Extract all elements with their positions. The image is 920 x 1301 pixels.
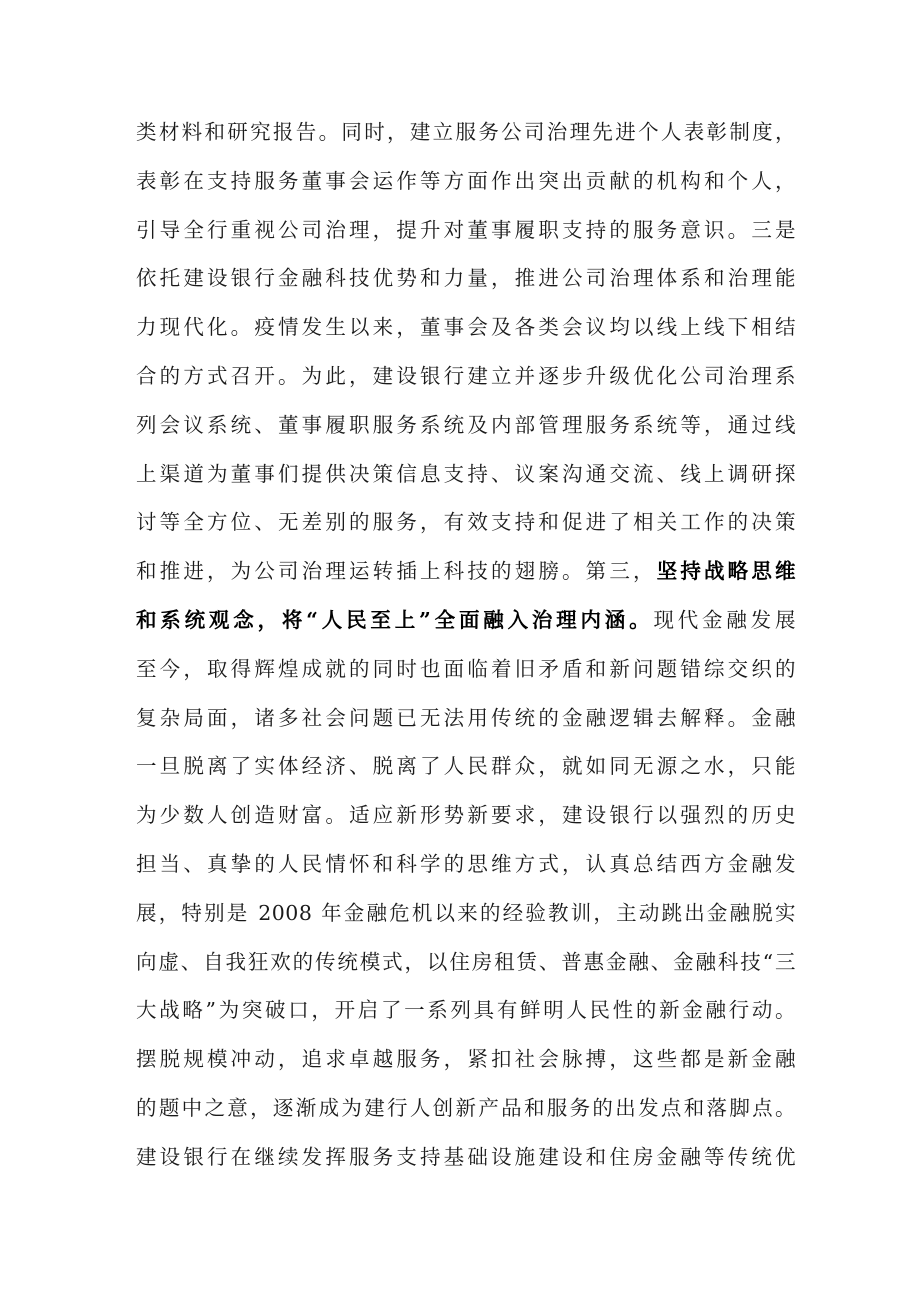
text-line: 建设银行在继续发挥服务支持基础设施建设和住房金融等传统优 <box>136 1144 796 1169</box>
text-line: 力现代化。疫情发生以来，董事会及各类会议均以线上线下相结 <box>136 315 796 340</box>
text-line: 摆脱规模冲动，追求卓越服务，紧扣社会脉搏，这些都是新金融 <box>136 1047 796 1072</box>
text-line: 类材料和研究报告。同时，建立服务公司治理先进个人表彰制度， <box>136 120 796 144</box>
text-line: 为少数人创造财富。适应新形势新要求，建设银行以强烈的历史 <box>136 803 796 828</box>
text-line: 展，特别是 2008 年金融危机以来的经验教训，主动跳出金融脱实 <box>136 900 796 925</box>
text-line: 表彰在支持服务董事会运作等方面作出突出贡献的机构和个人， <box>136 168 796 193</box>
bold-heading-text: 坚持战略思维 <box>656 559 797 584</box>
text-line: 大战略”为突破口，开启了一系列具有鲜明人民性的新金融行动。 <box>136 998 796 1023</box>
text-line: 列会议系统、董事履职服务系统及内部管理服务系统等，通过线 <box>136 412 796 437</box>
text-line: 讨等全方位、无差别的服务，有效支持和促进了相关工作的决策 <box>136 510 796 535</box>
body-text <box>136 108 796 1182</box>
text-line: 一旦脱离了实体经济、脱离了人民群众，就如同无源之水，只能 <box>136 754 796 779</box>
text-line: 担当、真挚的人民情怀和科学的思维方式，认真总结西方金融发 <box>136 851 796 876</box>
text-line: 和推进，为公司治理运转插上科技的翅膀。第三，坚持战略思维 <box>136 559 797 584</box>
text-line: 合的方式召开。为此，建设银行建立并逐步升级优化公司治理系 <box>136 363 796 388</box>
text-line: 依托建设银行金融科技优势和力量，推进公司治理体系和治理能 <box>136 266 796 291</box>
text-line: 上渠道为董事们提供决策信息支持、议案沟通交流、线上调研探 <box>136 461 796 486</box>
text-line: 至今，取得辉煌成就的同时也面临着旧矛盾和新问题错综交织的 <box>136 656 796 681</box>
text-line: 引导全行重视公司治理，提升对董事履职支持的服务意识。三是 <box>136 217 796 242</box>
text-line: 的题中之意，逐渐成为建行人创新产品和服务的出发点和落脚点。 <box>136 1095 796 1120</box>
text-line: 和系统观念，将“人民至上”全面融入治理内涵。现代金融发展 <box>136 607 796 632</box>
bold-heading-text: 和系统观念，将“人民至上”全面融入治理内涵。 <box>136 607 654 632</box>
text-line: 向虚、自我狂欢的传统模式，以住房租赁、普惠金融、金融科技“三 <box>136 949 796 974</box>
text-line: 复杂局面，诸多社会问题已无法用传统的金融逻辑去解释。金融 <box>136 705 796 730</box>
